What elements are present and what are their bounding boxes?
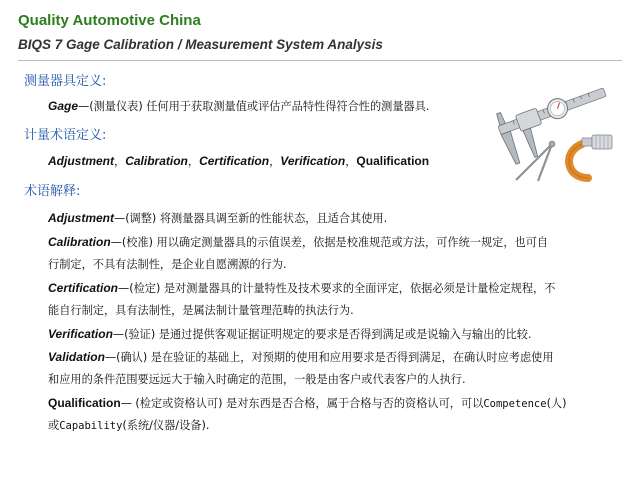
glossary-validation bbox=[48, 349, 613, 366]
glossary-adjustment bbox=[48, 210, 613, 227]
term-calibration: Calibration bbox=[125, 154, 188, 168]
term-separator: ， bbox=[187, 155, 200, 168]
gauge-definition-text: —(测量仪表) 任何用于获取测量值或评估产品特性得符合性的测量器具. bbox=[78, 100, 430, 113]
glossary-text-adjustment: —(调整) 将测量器具调至新的性能状态，且适合其使用. bbox=[114, 212, 388, 225]
glossary-text-qualification-person: (人) bbox=[546, 397, 567, 410]
glossary-competence: Competence bbox=[483, 398, 547, 410]
header-divider bbox=[18, 60, 622, 61]
glossary-text-qualification-system: (系统/仪器/设备). bbox=[122, 419, 210, 432]
section-explanations-title: 术语解释: bbox=[24, 184, 81, 199]
glossary-term-adjustment: Adjustment bbox=[48, 211, 114, 225]
section-metrology-terms-title: 计量术语定义: bbox=[24, 128, 107, 143]
term-adjustment: Adjustment bbox=[48, 154, 114, 168]
glossary-term-calibration: Calibration bbox=[48, 235, 111, 249]
glossary-certification-cont: 能自行制定，具有法制性，是属法制计量管理范畴的执法行为. bbox=[48, 304, 354, 317]
glossary-term-certification: Certification bbox=[48, 281, 119, 295]
glossary-text-qualification-or: 或 bbox=[48, 419, 60, 432]
glossary-calibration bbox=[48, 234, 613, 251]
glossary-term-validation: Validation bbox=[48, 350, 105, 364]
term-verification: Verification bbox=[280, 154, 346, 168]
glossary-text-validation: —(确认) 是在验证的基础上，对预期的使用和应用要求是否得到满足，在确认时应考虑使用 bbox=[104, 351, 554, 364]
glossary-calibration-cont: 行制定，不具有法制性，是企业自愿溯源的行为. bbox=[48, 258, 287, 271]
page-header bbox=[18, 12, 622, 54]
glossary-certification bbox=[48, 280, 613, 297]
glossary-text-verification: —(验证) 是通过提供客观证据证明规定的要求是否得到满足或是说输入与输出的比较. bbox=[112, 328, 532, 341]
glossary-qualification-cont bbox=[48, 418, 613, 434]
glossary-text-certification: —(检定) 是对测量器具的计量特性及技术要求的全面评定，依据必须是计量检定规程，不 bbox=[118, 282, 556, 295]
glossary-validation-cont: 和应用的条件范围要远远大于输入时确定的范围，一般是由客户或代表客户的人执行. bbox=[48, 373, 466, 386]
term-separator: ， bbox=[345, 155, 357, 168]
term-qualification: Qualification bbox=[356, 154, 430, 168]
glossary-capability: Capability bbox=[59, 420, 123, 432]
page-subtitle: BIQS 7 Gage Calibration / Measurement System Analysis bbox=[18, 37, 383, 52]
caliper-and-micrometer-icon bbox=[496, 82, 618, 182]
glossary-term-verification: Verification bbox=[48, 327, 113, 341]
term-certification: Certification bbox=[199, 154, 270, 168]
glossary-verification bbox=[48, 326, 613, 343]
glossary-text-qualification: — (检定或资格认可) 是对东西是否合格，属于合格与否的资格认可，可以 bbox=[120, 397, 484, 410]
glossary-term-qualification: Qualification bbox=[48, 396, 121, 410]
glossary-qualification bbox=[48, 395, 613, 412]
term-separator: ， bbox=[114, 155, 126, 168]
glossary-text-calibration: —(校准) 用以确定测量器具的示值误差，依据是校准规范或方法，可作统一规定，也可自 bbox=[110, 236, 549, 249]
term-separator: ， bbox=[269, 155, 281, 168]
gauge-term: Gage bbox=[48, 99, 79, 113]
brand-title: Quality Automotive China bbox=[18, 12, 201, 29]
section-gauge-definition-title: 测量器具定义: bbox=[24, 74, 107, 89]
